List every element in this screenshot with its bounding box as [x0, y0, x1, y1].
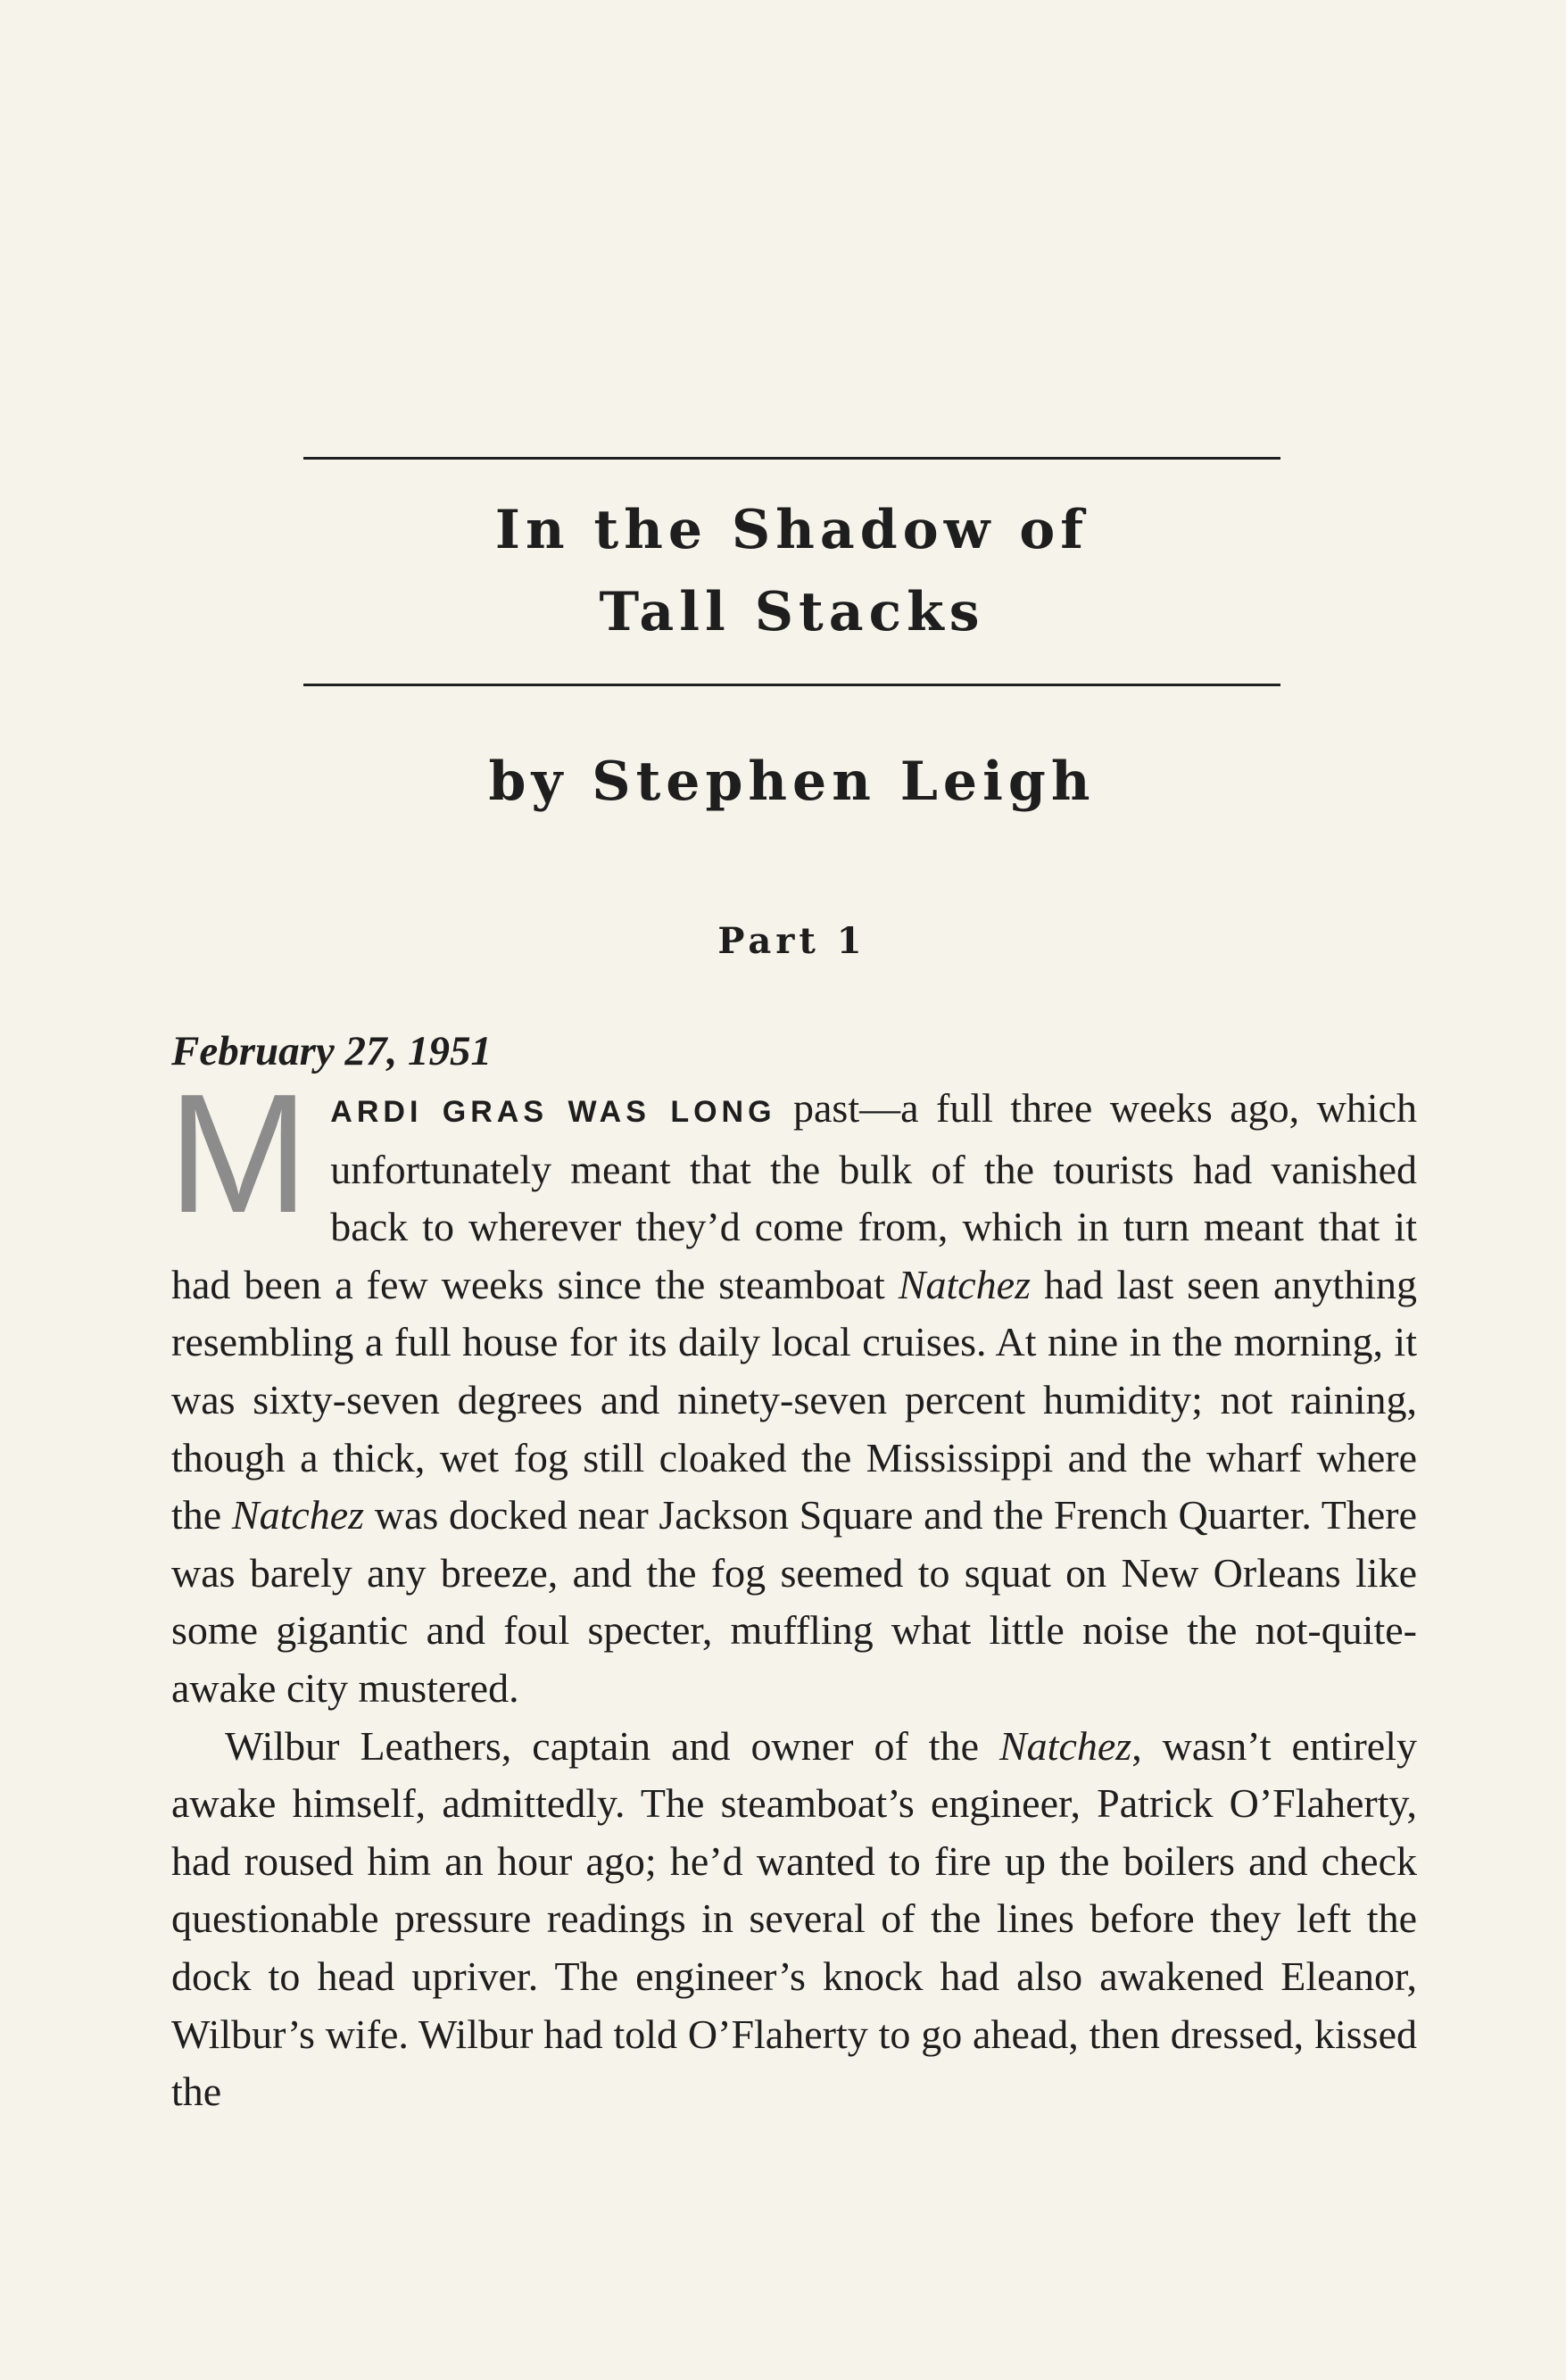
paragraph-1 — [168, 1059, 1417, 1718]
paragraph-1-text-b: had last seen anything resembling a full house for its daily local cruises. At nine in the morning, it was sixty-seven degrees and ninety-seven percent humidity; not raining, though a thick, wet fog still cloaked the Mississippi and the wharf where the — [171, 1261, 1417, 1538]
part-heading: Part 1 — [717, 920, 866, 962]
title-rule-top — [303, 457, 1280, 460]
dateline: February 27, 1951 — [171, 1028, 493, 1074]
lead-in-smallcaps: ARDI GRAS WAS LONG — [330, 1095, 776, 1129]
story-title-line-1: In the Shadow of — [494, 499, 1090, 561]
story-body — [168, 1059, 1417, 2121]
story-title — [303, 489, 1280, 653]
paragraph-2-text-b: , wasn’t entirely awake himself, admittedly. The steamboat’s engineer, Patrick O’Flaherty, had roused him an hour ago; he’d wanted to fire up the boilers and check questionable pressure readings in several of the lines before they left the dock to head upriver. The engineer’s knock had also awakened Eleanor, Wilbur’s wife. Wilbur had told O’Flaherty to go ahead, then dressed, kissed the — [171, 1722, 1417, 2115]
title-rule-bottom — [303, 684, 1280, 686]
byline: by Stephen Leigh — [488, 750, 1096, 813]
paragraph-2-text-a: Wilbur Leathers, captain and owner of the — [225, 1722, 999, 1769]
ship-name: Natchez — [898, 1261, 1031, 1307]
drop-cap: M — [168, 1059, 310, 1248]
paragraph-2 — [171, 1718, 1417, 2121]
paragraph-1-text-a: past—a full three weeks ago, which unfortunately meant that the bulk of the tourists had vanished back to wherever they’d come from, which in turn meant that it had been a few weeks since the steamboat — [171, 1085, 1417, 1307]
ship-name: Natchez — [998, 1722, 1132, 1769]
ship-name: Natchez — [231, 1492, 365, 1538]
story-title-line-2: Tall Stacks — [599, 581, 985, 643]
paragraph-1-text-c: was docked near Jackson Square and the French Quarter. There was barely any breeze, and the fog seemed to squat on New Orleans like some gigantic and foul specter, muffling what little noise the not-quite-awake city mustered. — [171, 1492, 1417, 1711]
